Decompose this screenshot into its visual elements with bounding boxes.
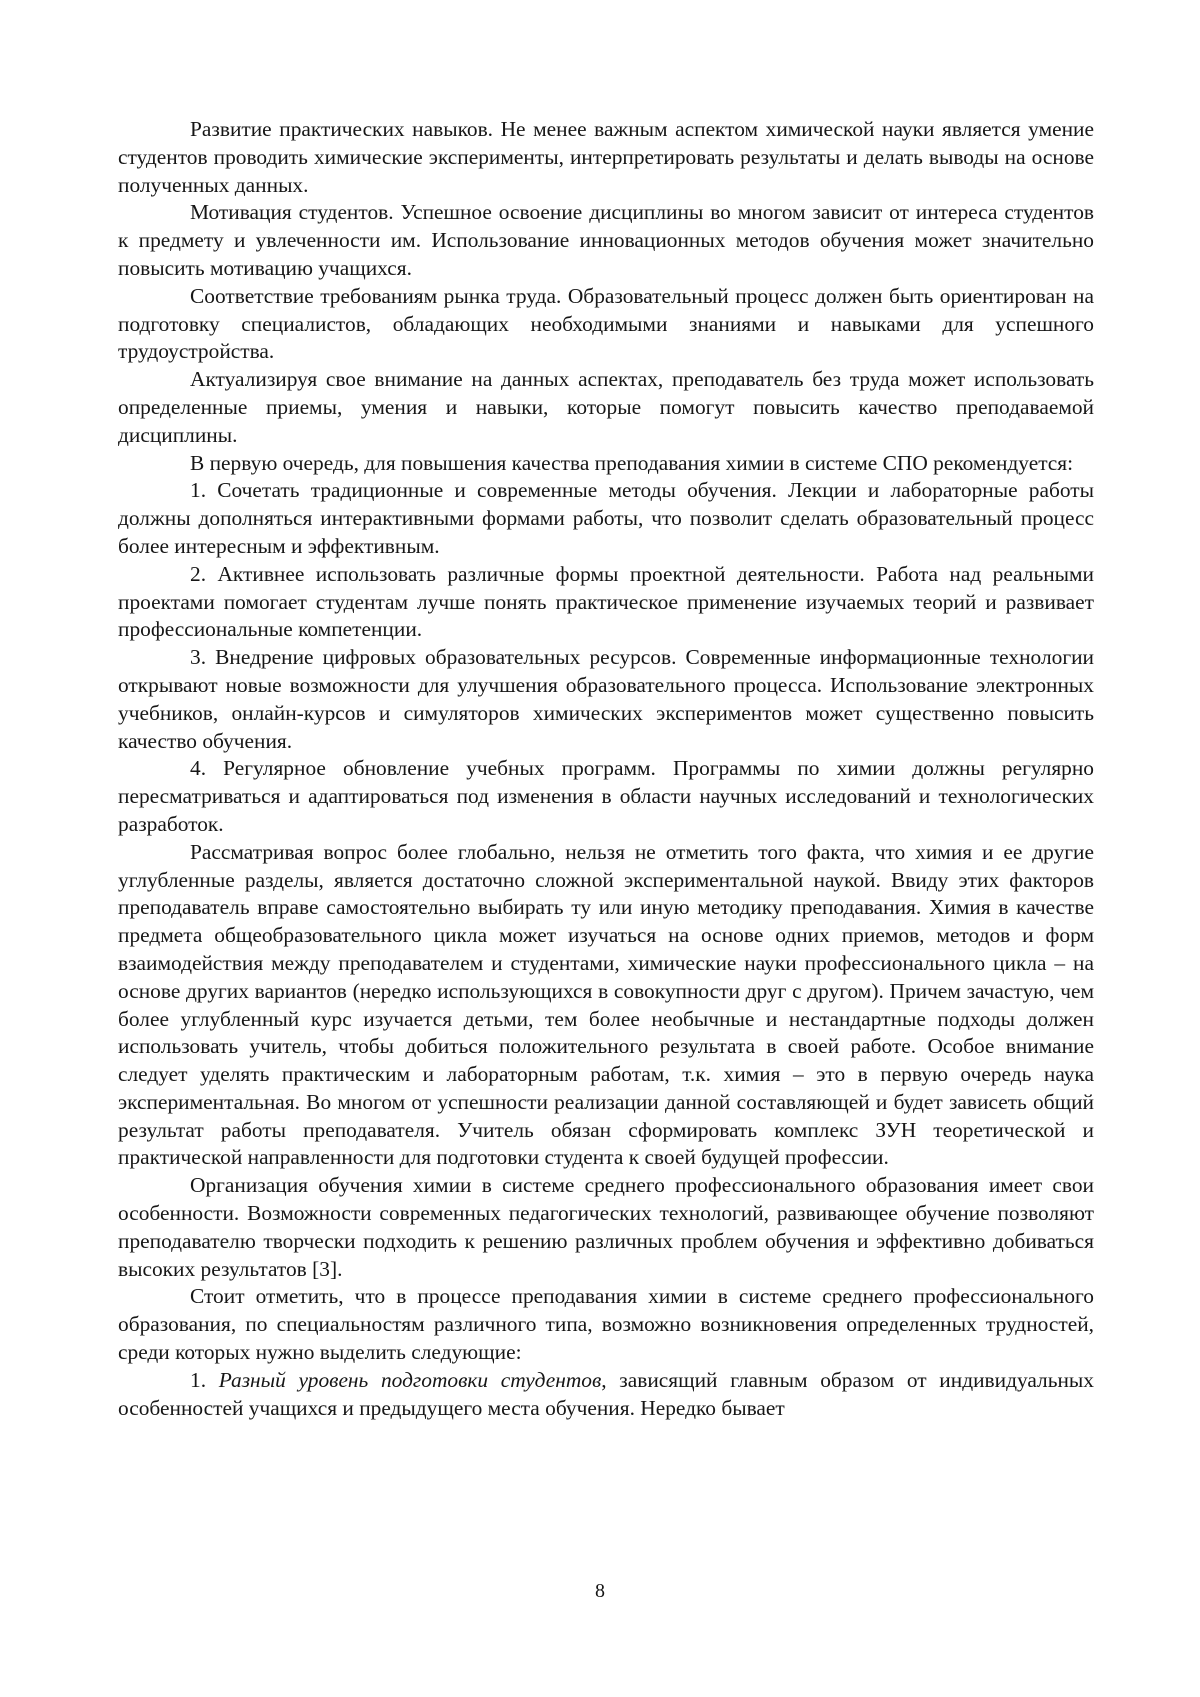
document-page — [0, 0, 1200, 1697]
difficulty-item-1 — [118, 1367, 1094, 1423]
page-number: 8 — [0, 1580, 1200, 1603]
paragraph-recommendations-intro: В первую очередь, для повышения качества преподавания химии в системе СПО рекомендуется: — [118, 450, 1094, 478]
paragraph-practical-skills: Развитие практических навыков. Не менее важным аспектом химической науки является умение студентов проводить химические эксперименты, интерпретировать результаты и делать выводы на основе полученных данных. — [118, 116, 1094, 199]
list-item-4: 4. Регулярное обновление учебных программ. Программы по химии должны регулярно пересматриваться и адаптироваться под изменения в области научных исследований и технологических разработок. — [118, 755, 1094, 838]
list-item-1: 1. Сочетать традиционные и современные методы обучения. Лекции и лабораторные работы должны дополняться интерактивными формами работы, что позволит сделать образовательный процесс более интересным и эффективным. — [118, 477, 1094, 560]
difficulty-number: 1. — [190, 1368, 206, 1392]
difficulty-text: , зависящий главным образом от индивидуальных особенностей учащихся и предыдущего места обучения. Нередко бывает — [118, 1368, 1094, 1420]
paragraph-student-motivation: Мотивация студентов. Успешное освоение дисциплины во многом зависит от интереса студентов к предмету и увлеченности им. Использование инновационных методов обучения может значительно повысить мотивацию учащихся. — [118, 199, 1094, 282]
paragraph-actualizing: Актуализируя свое внимание на данных аспектах, преподаватель без труда может использовать определенные приемы, умения и навыки, которые помогут повысить качество преподаваемой дисциплины. — [118, 366, 1094, 449]
list-item-2: 2. Активнее использовать различные формы проектной деятельности. Работа над реальными проектами помогает студентам лучше понять практическое применение изучаемых теорий и развивает профессиональные компетенции. — [118, 561, 1094, 644]
paragraph-organization: Организация обучения химии в системе среднего профессионального образования имеет свои особенности. Возможности современных педагогических технологий, развивающее обучение позволяют преподавателю творчески подходить к решению различных проблем обучения и эффективно добиваться высоких результатов [3]. — [118, 1172, 1094, 1283]
paragraph-global-view: Рассматривая вопрос более глобально, нельзя не отметить того факта, что химия и ее другие углубленные разделы, является достаточно сложной экспериментальной наукой. Ввиду этих факторов преподаватель вправе самостоятельно выбирать ту или иную методику преподавания. Химия в качестве предмета общеобразовательного цикла может изучаться на основе одних приемов, методов и форм взаимодействия между преподавателем и студентами, химические науки профессионального цикла – на основе других вариантов (нередко использующихся в совокупности друг с другом). Причем зачастую, чем более углубленный курс изучается детьми, тем более необычные и нестандартные подходы должен использовать учитель, чтобы добиться положительного результата в своей работе. Особое внимание следует уделять практическим и лабораторным работам, т.к. химия – это в первую очередь наука экспериментальная. Во многом от успешности реализации данной составляющей и будет зависеть общий результат работы преподавателя. Учитель обязан сформировать комплекс ЗУН теоретической и практической направленности для подготовки студента к своей будущей профессии. — [118, 839, 1094, 1173]
document-body — [118, 116, 1094, 1422]
paragraph-labor-market: Соответствие требованиям рынка труда. Образовательный процесс должен быть ориентирован на подготовку специалистов, обладающих необходимыми знаниями и навыками для успешного трудоустройства. — [118, 283, 1094, 366]
paragraph-difficulties-intro: Стоит отметить, что в процессе преподавания химии в системе среднего профессионального образования, по специальностям различного типа, возможно возникновения определенных трудностей, среди которых нужно выделить следующие: — [118, 1283, 1094, 1366]
list-item-3: 3. Внедрение цифровых образовательных ресурсов. Современные информационные технологии открывают новые возможности для улучшения образовательного процесса. Использование электронных учебников, онлайн-курсов и симуляторов химических экспериментов может существенно повысить качество обучения. — [118, 644, 1094, 755]
difficulty-title-italic: Разный уровень подготовки студентов — [219, 1368, 601, 1392]
